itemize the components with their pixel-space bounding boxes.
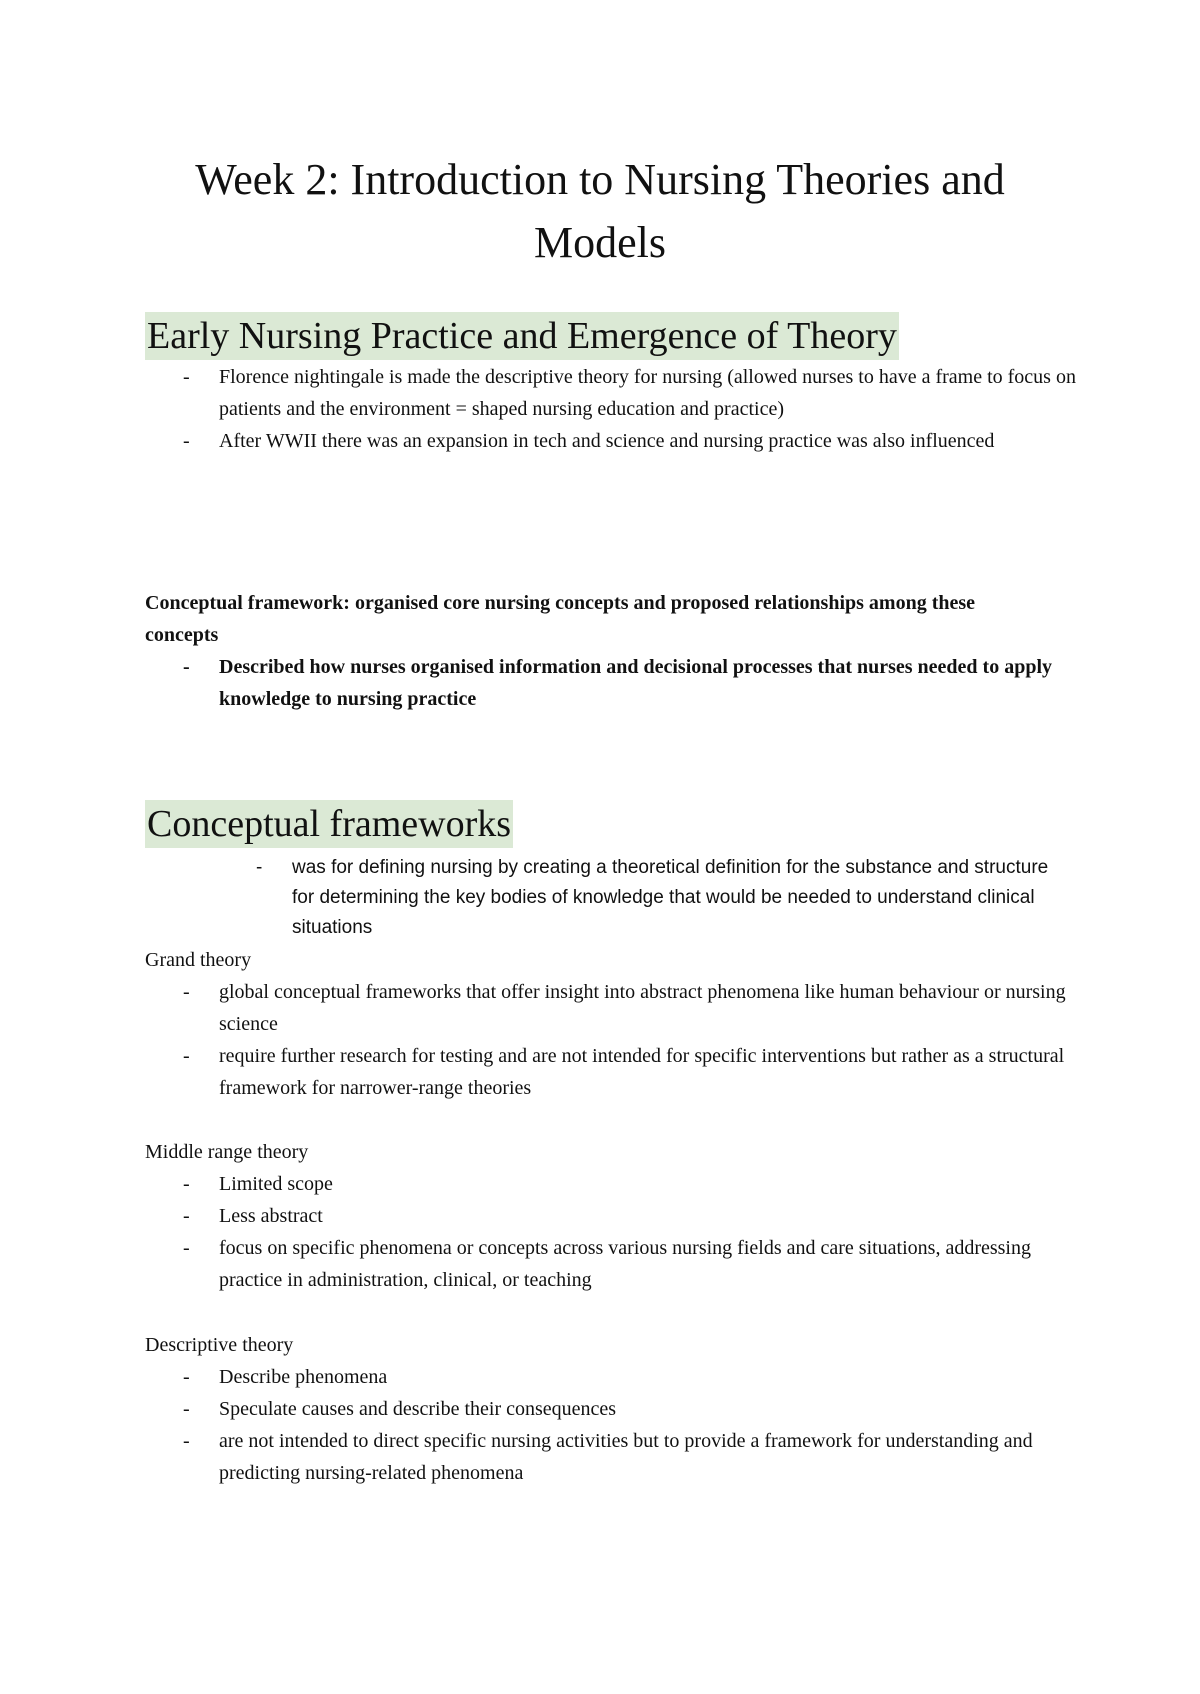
list-item-text: Described how nurses organised information and decisional processes that nurses needed to apply knowledge to nursing practice: [219, 656, 1053, 710]
list-item: [183, 1425, 1079, 1489]
list-item-text: focus on specific phenomena or concepts across various nursing fields and care situations, addressing practice in administration, clinical, or teaching: [219, 1237, 1031, 1291]
bullet-dash: -: [183, 1205, 190, 1227]
middle-range-theory-label: Middle range theory: [145, 1141, 309, 1163]
list-item-text: Describe phenomena: [219, 1366, 388, 1388]
bullet-dash: -: [183, 1366, 190, 1388]
list-item-text: Limited scope: [219, 1173, 333, 1195]
list-item: [183, 651, 1079, 715]
conceptual-framework-definition: Conceptual framework: organised core nursing concepts and proposed relationships among these concepts: [145, 592, 976, 646]
list-item-text: Florence nightingale is made the descriptive theory for nursing (allowed nurses to have a frame to focus on patients and the environment = shaped nursing education and practice): [219, 366, 1076, 420]
list-item: [183, 1232, 1079, 1296]
list-item-text: was for defining nursing by creating a theoretical definition for the substance and structure for determining the key bodies of knowledge that would be needed to understand clinical situations: [292, 857, 1049, 938]
list-item: [183, 1168, 1079, 1200]
grand-theory-list: [183, 976, 1079, 1104]
list-item-text: Less abstract: [219, 1205, 323, 1227]
bullet-dash: -: [183, 1045, 190, 1067]
bullet-dash: -: [183, 1237, 190, 1259]
list-item: [183, 425, 1079, 457]
grand-theory-label: Grand theory: [145, 949, 252, 971]
middle-range-theory-list: [183, 1168, 1079, 1296]
bullet-dash: -: [183, 366, 190, 388]
list-item-text: After WWII there was an expansion in tech and science and nursing practice was also influenced: [219, 430, 995, 452]
section-heading-early-nursing: Early Nursing Practice and Emergence of Theory: [145, 312, 899, 360]
list-item: [183, 976, 1079, 1040]
bullet-dash: -: [183, 1398, 190, 1420]
list-item: [183, 1393, 1079, 1425]
list-item: [256, 853, 1062, 943]
bullet-dash: -: [256, 857, 263, 878]
list-item: [183, 1040, 1079, 1104]
list-item: [183, 1200, 1079, 1232]
bullet-dash: -: [183, 430, 190, 452]
bullet-dash: -: [183, 656, 190, 678]
list-item: [183, 1361, 1079, 1393]
section1-bullet-list: [183, 361, 1079, 457]
list-item-text: global conceptual frameworks that offer insight into abstract phenomena like human behaviour or nursing science: [219, 981, 1066, 1035]
descriptive-theory-list: [183, 1361, 1079, 1489]
bullet-dash: -: [183, 1430, 190, 1452]
section-heading-conceptual-frameworks: Conceptual frameworks: [145, 800, 513, 848]
definition-bullet-list: [183, 651, 1079, 715]
descriptive-theory-label: Descriptive theory: [145, 1334, 294, 1356]
list-item-text: Speculate causes and describe their consequences: [219, 1398, 617, 1420]
list-item: [183, 361, 1079, 425]
page-title: Week 2: Introduction to Nursing Theories and Models: [195, 155, 1005, 267]
bullet-dash: -: [183, 1173, 190, 1195]
conceptual-frameworks-intro-list: [256, 853, 1062, 943]
bullet-dash: -: [183, 981, 190, 1003]
list-item-text: require further research for testing and are not intended for specific interventions but rather as a structural framework for narrower-range theories: [219, 1045, 1065, 1099]
list-item-text: are not intended to direct specific nursing activities but to provide a framework for understanding and predicting nursing-related phenomena: [219, 1430, 1033, 1484]
